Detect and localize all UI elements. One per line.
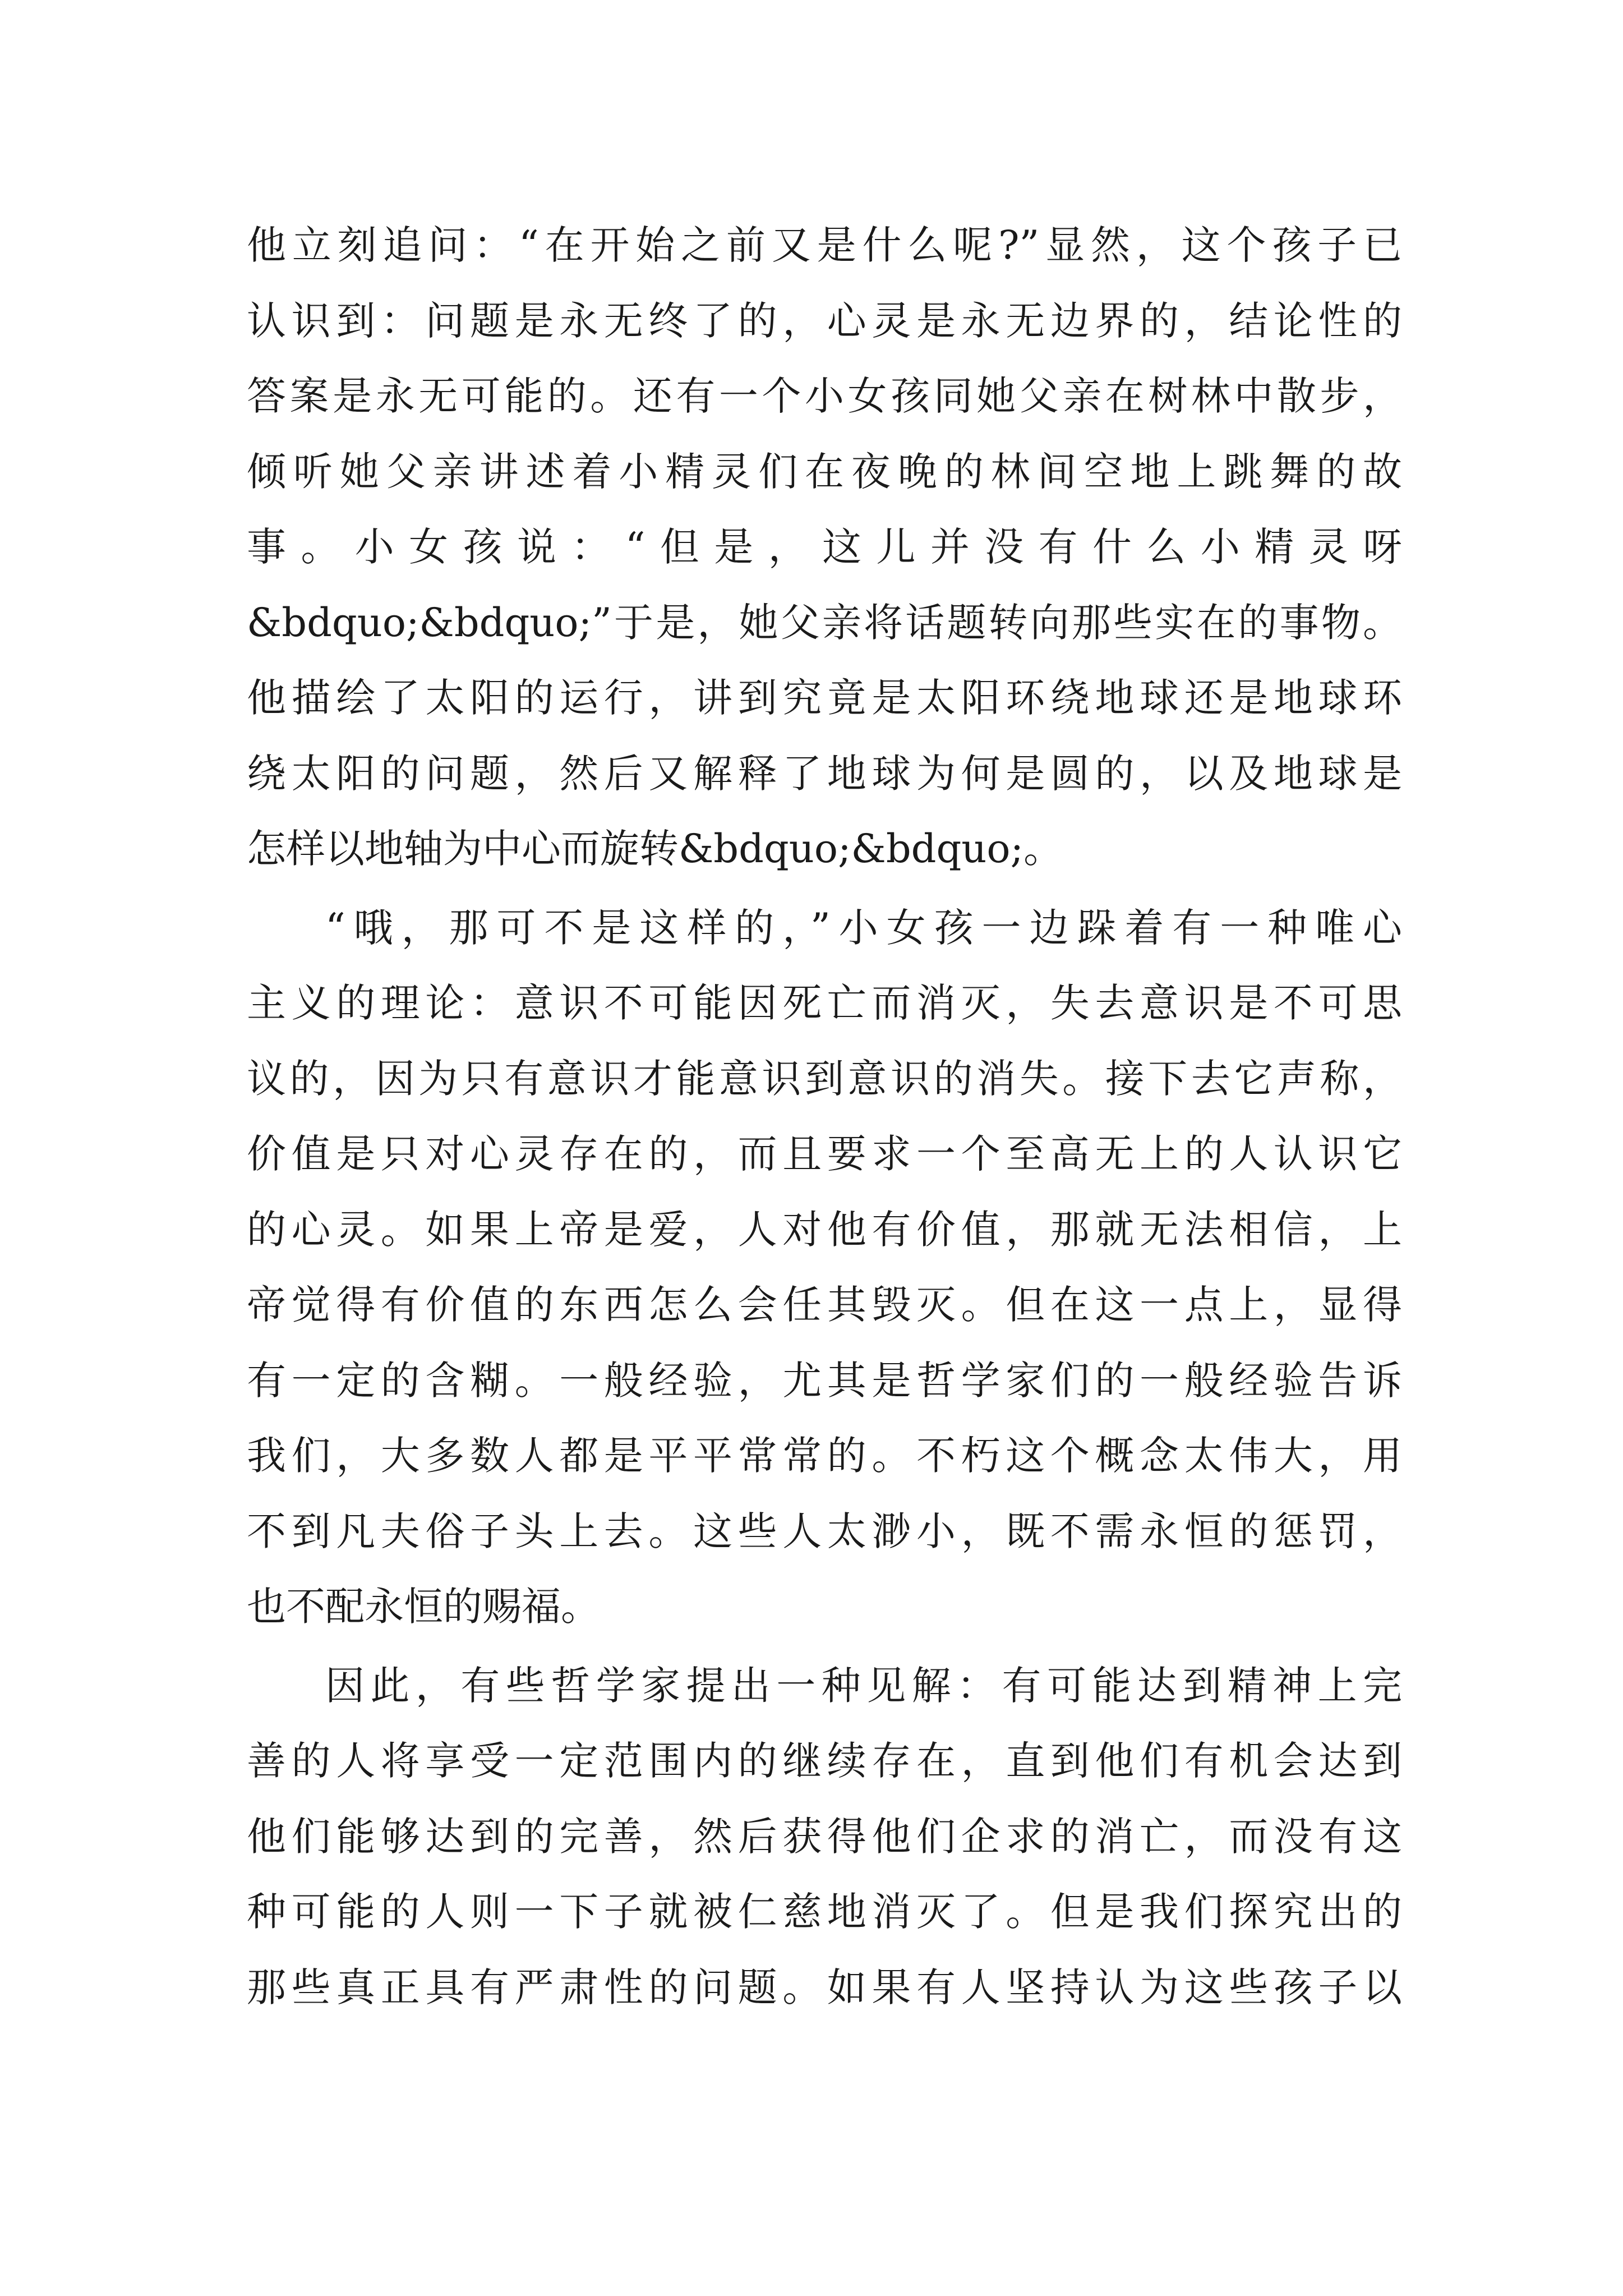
text-line: 认识到：问题是永无终了的，心灵是永无边界的，结论性的 <box>247 297 1402 344</box>
body-text <box>247 208 1402 2025</box>
text-line: 我们，大多数人都是平平常常的。不朽这个概念太伟大，用 <box>247 1433 1402 1479</box>
text-line: 他们能够达到的完善，然后获得他们企求的消亡，而没有这 <box>247 1813 1402 1860</box>
text-line: 帝觉得有价值的东西怎么会任其毁灭。但在这一点上，显得 <box>247 1282 1402 1328</box>
text-line: 答案是永无可能的。还有一个小女孩同她父亲在树林中散步， <box>247 373 1402 419</box>
text-line: 有一定的含糊。一般经验，尤其是哲学家们的一般经验告诉 <box>247 1357 1402 1404</box>
text-line: 议的，因为只有意识才能意识到意识的消失。接下去它声称， <box>247 1055 1402 1102</box>
text-line: 种可能的人则一下子就被仁慈地消灭了。但是我们探究出的 <box>247 1889 1402 1935</box>
text-line: 倾听她父亲讲述着小精灵们在夜晚的林间空地上跳舞的故 <box>247 448 1402 495</box>
text-line: 怎样以地轴为中心而旋转&bdquo;&bdquo;。 <box>247 826 1063 872</box>
text-line: 那些真正具有严肃性的问题。如果有人坚持认为这些孩子以 <box>247 1964 1402 2010</box>
text-line: 善的人将享受一定范围内的继续存在，直到他们有机会达到 <box>247 1738 1402 1784</box>
text-line: 也不配永恒的赐福。 <box>247 1584 600 1630</box>
text-line: 价值是只对心灵存在的，而且要求一个至高无上的人认识它 <box>247 1131 1402 1177</box>
text-line: 他立刻追问：“在开始之前又是什么呢?”显然，这个孩子已 <box>247 222 1402 268</box>
text-line: 绕太阳的问题，然后又解释了地球为何是圆的，以及地球是 <box>247 750 1402 797</box>
paragraph-start-line: 因此，有些哲学家提出一种见解：有可能达到精神上完 <box>325 1662 1402 1709</box>
text-line: 的心灵。如果上帝是爱，人对他有价值，那就无法相信，上 <box>247 1206 1402 1253</box>
text-line: 主义的理论：意识不可能因死亡而消灭，失去意识是不可思 <box>247 980 1402 1026</box>
text-line: 他描绘了太阳的运行，讲到究竟是太阳环绕地球还是地球环 <box>247 675 1402 721</box>
text-line: &bdquo;&bdquo;”于是，她父亲将话题转向那些实在的事物。 <box>247 599 1402 646</box>
paragraph-start-line: “哦，那可不是这样的，”小女孩一边跺着有一种唯心 <box>325 904 1402 951</box>
text-line: 事。小女孩说：“但是，这儿并没有什么小精灵呀 <box>247 524 1402 570</box>
text-line: 不到凡夫俗子头上去。这些人太渺小，既不需永恒的惩罚， <box>247 1508 1402 1554</box>
